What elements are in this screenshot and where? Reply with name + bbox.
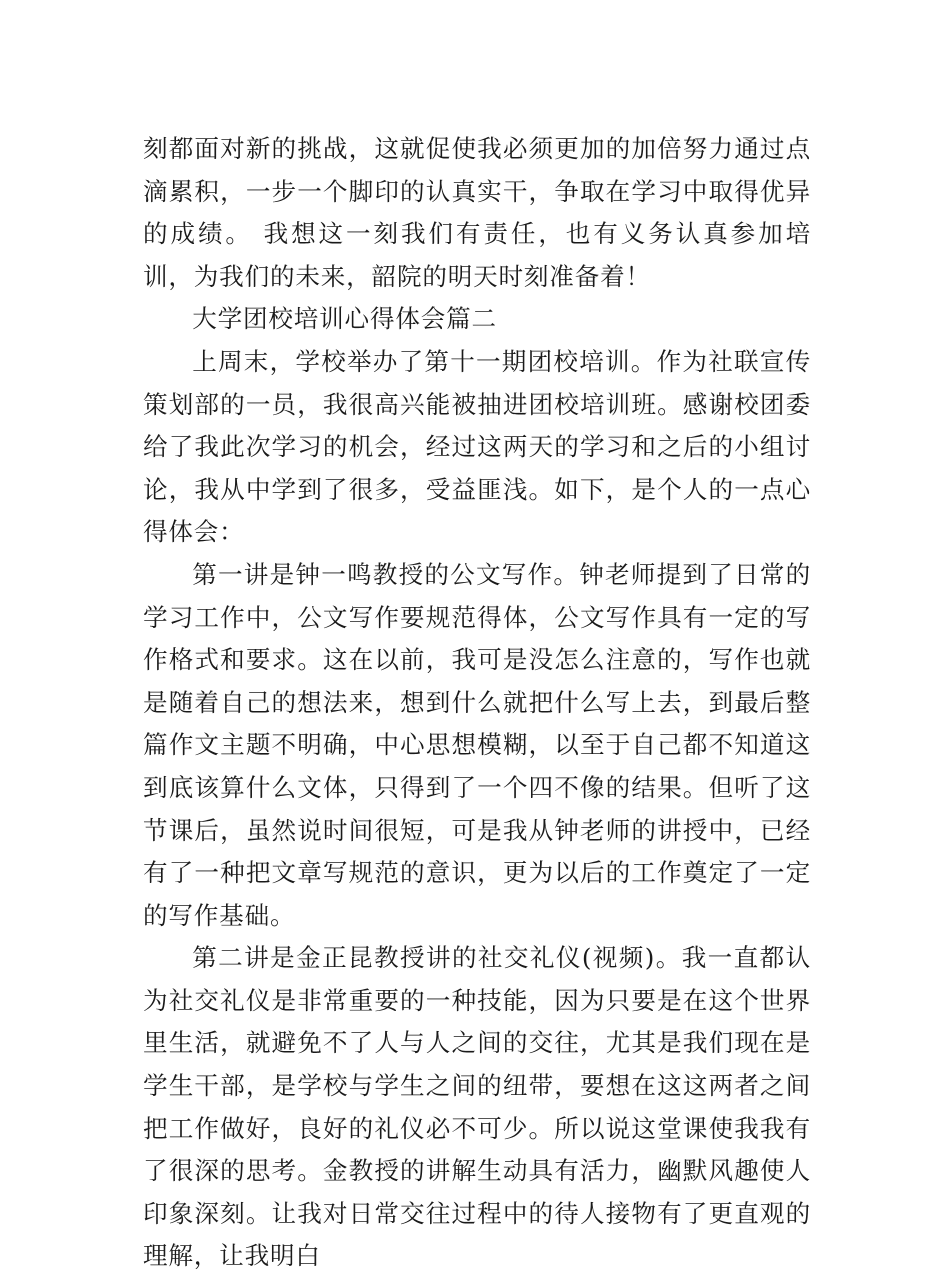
paragraph-continuation: 刻都面对新的挑战，这就促使我必须更加的加倍努力通过点滴累积，一步一个脚印的认真实干，争取在学习中取得优异的成绩。 我想这一刻我们有责任，也有义务认真参加培训，为我们的未来，韶院的明天时刻准备着！ [143, 134, 811, 291]
paragraph-intro: 上周末，学校举办了第十一期团校培训。作为社联宣传策划部的一员，我很高兴能被抽进团校培训班。感谢校团委给了我此次学习的机会，经过这两天的学习和之后的小组讨论，我从中学到了很多，受益匪浅。如下，是个人的一点心得体会： [143, 346, 811, 547]
paragraph-lecture-one: 第一讲是钟一鸣教授的公文写作。钟老师提到了日常的学习工作中，公文写作要规范得体，公文写作具有一定的写作格式和要求。这在以前，我可是没怎么注意的，写作也就是随着自己的想法来，想到什么就把什么写上去，到最后整篇作文主题不明确，中心思想模糊，以至于自己都不知道这到底该算什么文体，只得到了一个四不像的结果。但听了这节课后，虽然说时间很短，可是我从钟老师的讲授中，已经有了一种把文章写规范的意识，更为以后的工作奠定了一定的写作基础。 [143, 559, 811, 930]
paragraph-lecture-two: 第二讲是金正昆教授讲的社交礼仪(视频)。我一直都认为社交礼仪是非常重要的一种技能，因为只要是在这个世界里生活，就避免不了人与人之间的交往，尤其是我们现在是学生干部，是学校与学生之间的纽带，要想在这这两者之间把工作做好，良好的礼仪必不可少。所以说这堂课使我我有了很深的思考。金教授的讲解生动具有活力，幽默风趣使人印象深刻。让我对日常交往过程中的待人接物有了更直观的理解，让我明白 [143, 943, 811, 1271]
section-heading: 大学团校培训心得体会篇二 [192, 304, 497, 334]
document-body [143, 128, 811, 1278]
